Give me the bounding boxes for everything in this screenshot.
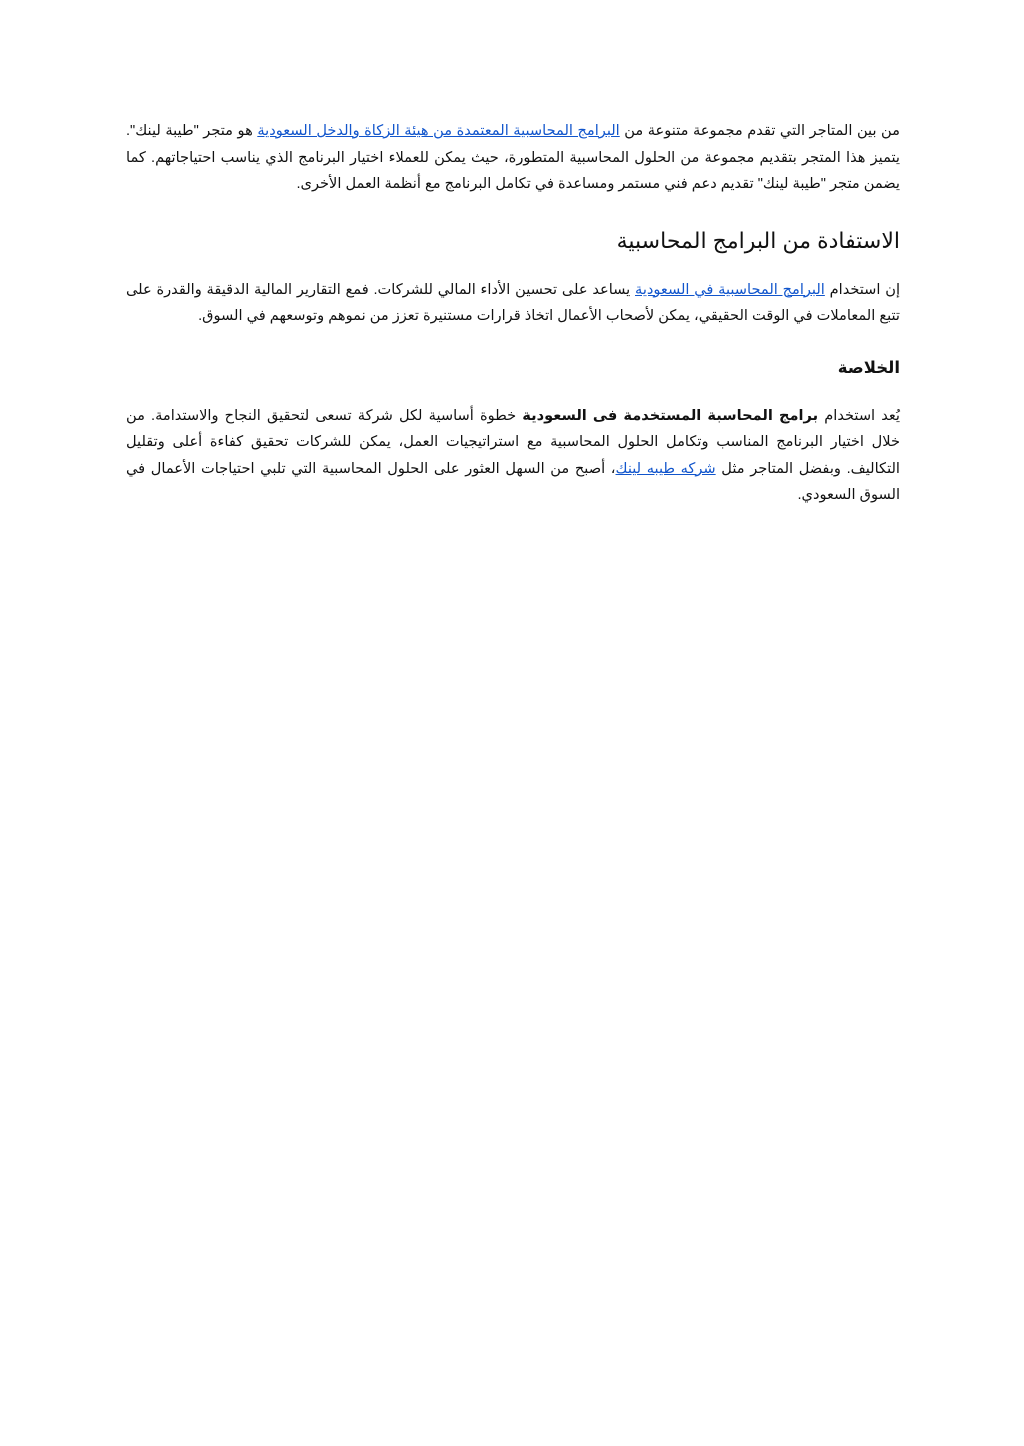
intro-paragraph — [126, 118, 900, 198]
zakat-approved-software-link[interactable]: البرامج المحاسبية المعتمدة من هيئة الزكاة والدخل السعودية — [257, 123, 620, 139]
conclusion-bold-term: برامج المحاسبة المستخدمة فى السعودية — [522, 407, 819, 424]
intro-text-start: من بين المتاجر التي تقدم مجموعة متنوعة من — [619, 123, 900, 139]
conclusion-text-end: ، أصبح من السهل العثور على الحلول المحاسبية التي تلبي احتياجات الأعمال في السوق السعودي. — [126, 460, 900, 503]
benefit-heading: الاستفادة من البرامج المحاسبية — [616, 227, 900, 253]
benefit-text-start: إن استخدام — [824, 281, 901, 298]
benefit-text-end: يساعد على تحسين الأداء المالي للشركات. فمع التقارير المالية الدقيقة والقدرة على تتبع المعاملات في الوقت الحقيقي، يمكن لأصحاب الأعمال اتخاذ قرارات مستنيرة تعزز من نموهم وتوسعهم في السوق. — [126, 281, 900, 324]
intro-text-end: هو متجر "طيبة لينك". يتميز هذا المتجر بتقديم مجموعة من الحلول المحاسبية المتطورة، حيث يمكن للعملاء اختيار البرنامج الذي يناسب احتياجاتهم. كما يضمن متجر "طيبة لينك" تقديم دعم فني مستمر ومساعدة في تكامل البرنامج مع أنظمة العمل الأخرى. — [126, 123, 900, 192]
conclusion-text-start: يُعد استخدام — [818, 407, 900, 424]
taiba-link-company-link[interactable]: شركه طيبه لينك — [615, 460, 716, 477]
benefit-paragraph — [126, 277, 900, 330]
accounting-software-saudi-link[interactable]: البرامج المحاسبية في السعودية — [635, 281, 825, 298]
conclusion-heading: الخلاصة — [837, 358, 900, 377]
conclusion-text-middle: خطوة أساسية لكل شركة تسعى لتحقيق النجاح والاستدامة. من خلال اختيار البرنامج المناسب وتكامل الحلول المحاسبية مع استراتيجيات العمل، يمكن للشركات تحقيق كفاءة أعلى وتقليل التكاليف. وبفضل المتاجر مثل — [126, 407, 900, 477]
document-page — [126, 118, 900, 509]
conclusion-paragraph — [126, 403, 900, 509]
